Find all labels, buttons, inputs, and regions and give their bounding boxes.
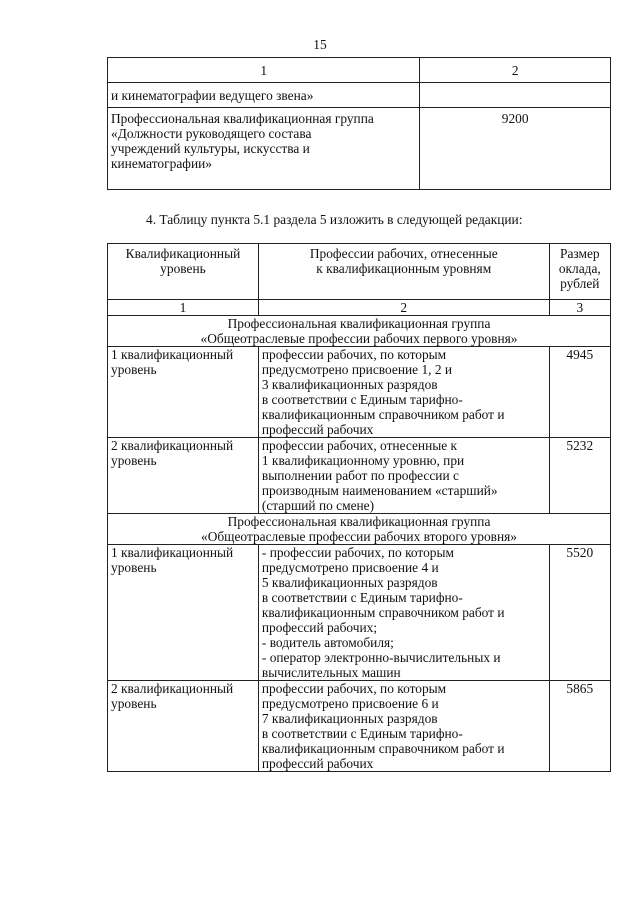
header-professions: [258, 244, 549, 300]
cell-text-line: профессии рабочих, отнесенные к: [261, 438, 458, 453]
cell-text-line: 5 квалификационных разрядов: [261, 575, 438, 590]
cell-text-line: профессии рабочих, по которым: [261, 347, 447, 362]
header-text-line: Размер: [560, 246, 600, 261]
header-salary: [549, 244, 610, 300]
table-row: [108, 83, 611, 108]
cell-text-line: - оператор электронно-вычислительных и: [261, 650, 501, 665]
salary-cell: 4945: [549, 347, 610, 438]
cell-text-line: квалификационным справочником работ и: [261, 741, 505, 756]
cell-text-line: уровень: [111, 696, 157, 711]
salary-table: [107, 243, 611, 772]
table-row: [108, 108, 611, 190]
cell-text-line: 2 квалификационный: [111, 681, 234, 696]
group-name-cell: [108, 108, 420, 190]
table-header-row: [108, 58, 611, 83]
cell-text-line: в соответствии с Единым тарифно-: [261, 392, 463, 407]
description-cell: [258, 438, 549, 514]
cell-text-line: 3 квалификационных разрядов: [261, 377, 438, 392]
cell-text-line: уровень: [111, 453, 157, 468]
group-title-row: [108, 316, 611, 347]
salary-cell: [420, 83, 611, 108]
continuation-table: [107, 57, 611, 190]
cell-text-line: производным наименованием «старший»: [261, 483, 498, 498]
column-number-3: 3: [549, 300, 610, 316]
cell-text-line: Профессиональная квалификационная группа: [111, 111, 374, 126]
cell-text-line: профессий рабочих: [261, 756, 374, 771]
column-number-2: 2: [258, 300, 549, 316]
column-numbers-row: [108, 300, 611, 316]
group-name-cell: [108, 83, 420, 108]
page-number: 15: [313, 37, 327, 52]
cell-text-line: кинематографии»: [111, 156, 212, 171]
header-text-line: рублей: [560, 276, 600, 291]
salary-cell: 9200: [420, 108, 611, 190]
column-number-2: 2: [420, 58, 611, 83]
header-text-line: оклада,: [558, 261, 601, 276]
cell-text-line: и кинематографии ведущего звена»: [111, 87, 314, 103]
level-cell: [108, 438, 259, 514]
salary-cell: 5232: [549, 438, 610, 514]
cell-text-line: - водитель автомобиля;: [261, 635, 394, 650]
group-title-line: «Общеотраслевые профессии рабочих второго уровня»: [201, 529, 517, 544]
cell-text-line: профессий рабочих: [261, 422, 374, 437]
cell-text-line: профессии рабочих, по которым: [261, 681, 447, 696]
group-title-line: Профессиональная квалификационная группа: [227, 514, 491, 529]
cell-text-line: 1 квалификационный: [111, 347, 234, 362]
salary-cell: 5865: [549, 681, 610, 772]
cell-text-line: в соответствии с Единым тарифно-: [261, 590, 463, 605]
header-text-line: уровень: [160, 261, 206, 276]
cell-text-line: квалификационным справочником работ и: [261, 407, 505, 422]
table-row: [108, 438, 611, 514]
salary-cell: 5520: [549, 545, 610, 681]
level-cell: [108, 347, 259, 438]
table-row: [108, 545, 611, 681]
cell-text-line: уровень: [111, 362, 157, 377]
cell-text-line: (старший по смене): [261, 498, 375, 513]
cell-text-line: 2 квалификационный: [111, 438, 234, 453]
header-level: [108, 244, 259, 300]
cell-text-line: выполнении работ по профессии с: [261, 468, 459, 483]
group-title: [108, 316, 611, 347]
cell-text-line: учреждений культуры, искусства и: [111, 141, 310, 156]
description-cell: [258, 347, 549, 438]
cell-text-line: вычислительных машин: [261, 665, 401, 680]
header-text-line: Квалификационный: [125, 246, 241, 261]
group-title-line: Профессиональная квалификационная группа: [227, 316, 491, 331]
cell-text-line: «Должности руководящего состава: [111, 126, 312, 141]
column-number-1: 1: [108, 58, 420, 83]
cell-text-line: профессий рабочих;: [261, 620, 378, 635]
cell-text-line: в соответствии с Единым тарифно-: [261, 726, 463, 741]
cell-text-line: - профессии рабочих, по которым: [261, 545, 454, 560]
description-cell: [258, 681, 549, 772]
cell-text-line: предусмотрено присвоение 1, 2 и: [261, 362, 453, 377]
column-number-1: 1: [108, 300, 259, 316]
table-row: [108, 681, 611, 772]
cell-text-line: квалификационным справочником работ и: [261, 605, 505, 620]
cell-text-line: 7 квалификационных разрядов: [261, 711, 438, 726]
group-title-line: «Общеотраслевые профессии рабочих первого уровня»: [200, 331, 518, 346]
description-cell: [258, 545, 549, 681]
cell-text-line: предусмотрено присвоение 4 и: [261, 560, 439, 575]
cell-text-line: уровень: [111, 560, 157, 575]
table-header-row: [108, 244, 611, 300]
group-title: [108, 514, 611, 545]
level-cell: [108, 545, 259, 681]
header-text-line: Профессии рабочих, отнесенные: [309, 246, 498, 261]
cell-text-line: 1 квалификационному уровню, при: [261, 453, 465, 468]
group-title-row: [108, 514, 611, 545]
amendment-paragraph: 4. Таблицу пункта 5.1 раздела 5 изложить в следующей редакции:: [146, 212, 523, 227]
cell-text-line: предусмотрено присвоение 6 и: [261, 696, 439, 711]
cell-text-line: 1 квалификационный: [111, 545, 234, 560]
table-row: [108, 347, 611, 438]
header-text-line: к квалификационным уровням: [316, 261, 492, 276]
level-cell: [108, 681, 259, 772]
